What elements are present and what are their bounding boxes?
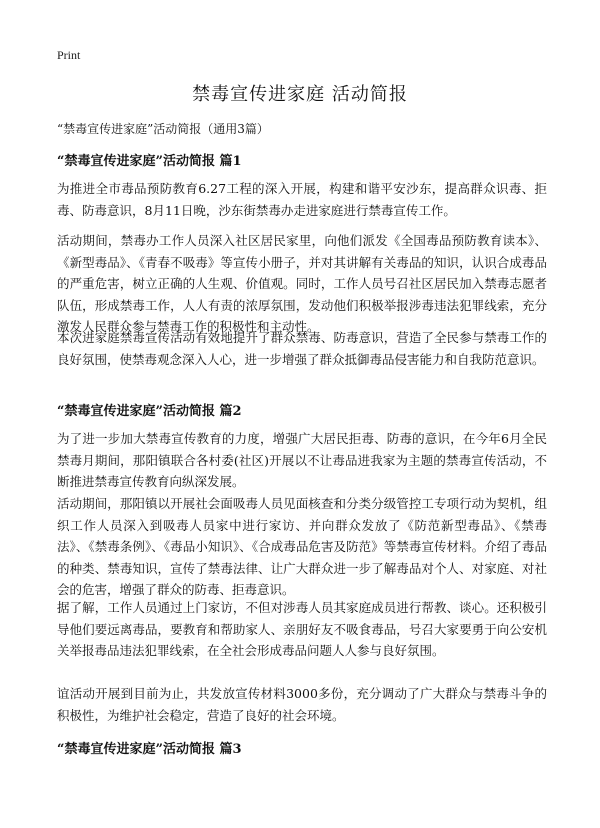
- section-2-paragraph-1: 为了进一步加大禁毒宣传教育的力度，增强广大居民拒毒、防毒的意识，在今年6月全民禁毒月期间，那阳镇联合各村委(社区)开展以不让毒品进我家为主题的禁毒宣传活动，不断推进禁毒宣传教育向纵深发展。: [57, 431, 547, 490]
- section-2-paragraph-2: 活动期间，那阳镇以开展社会面吸毒人员见面核查和分类分级管控工专项行动为契机，组织工作人员深入到吸毒人员家中进行家访、并向群众发放了《防范新型毒品》、《禁毒法》、《禁毒条例》、《毒品小知识》、《合成毒品危害及防范》等禁毒宣传材料。介绍了毒品的种类、禁毒知识，宣传了禁毒法律、让广大群众进一步了解毒品对个人、对家庭、对社会的危害，增强了群众的防毒、拒毒意识。: [57, 496, 547, 598]
- section-1-paragraph-3: 本次进家庭禁毒宣传活动有效地提升了群众禁毒、防毒意识，营造了全民参与禁毒工作的良好氛围，使禁毒观念深入人心，进一步增强了群众抵御毒品侵害能力和自我防范意识。: [57, 330, 547, 367]
- section-heading-1: “禁毒宣传进家庭”活动简报 篇1: [57, 154, 242, 169]
- print-link[interactable]: Print: [57, 48, 81, 62]
- section-heading-2: “禁毒宣传进家庭”活动简报 篇2: [57, 404, 242, 419]
- section-heading-3: “禁毒宣传进家庭”活动简报 篇3: [57, 742, 242, 757]
- section-2-paragraph-4: 谊活动开展到目前为止，共发放宣传材料3000多份，充分调动了广大群众与禁毒斗争的积极性，为维护社会稳定，营造了良好的社会环境。: [57, 686, 547, 723]
- section-2-paragraph-3: 据了解，工作人员通过上门家访，不但对涉毒人员其家庭成员进行帮教、谈心。还积极引导他们要远离毒品，要教育和帮助家人、亲朋好友不吸食毒品，号召大家要勇于向公安机关举报毒品违法犯罪线索，在全社会形成毒品问题人人参与良好氛围。: [57, 600, 547, 659]
- section-1-paragraph-2: 活动期间，禁毒办工作人员深入社区居民家里，向他们派发《全国毒品预防教育读本》、《新型毒品》、《青春不吸毒》等宣传小册子，并对其讲解有关毒品的知识，认识合成毒品的严重危害，树立正确的人生观、价值观。同时，工作人员号召社区居民加入禁毒志愿者队伍，形成禁毒工作，人人有责的浓厚氛围，发动他们积极举报涉毒违法犯罪线索，充分激发人民群众参与禁毒工作的积极性和主动性。: [57, 233, 547, 335]
- page-title: 禁毒宣传进家庭 活动简报: [192, 84, 408, 105]
- section-1-paragraph-1: 为推进全市毒品预防教育6.27工程的深入开展，构建和谐平安沙东，提高群众识毒、拒毒、防毒意识，8月11日晚，沙东街禁毒办走进家庭进行禁毒宣传工作。: [57, 181, 547, 218]
- document-subtitle: “禁毒宣传进家庭”活动简报（通用3篇）: [57, 122, 269, 136]
